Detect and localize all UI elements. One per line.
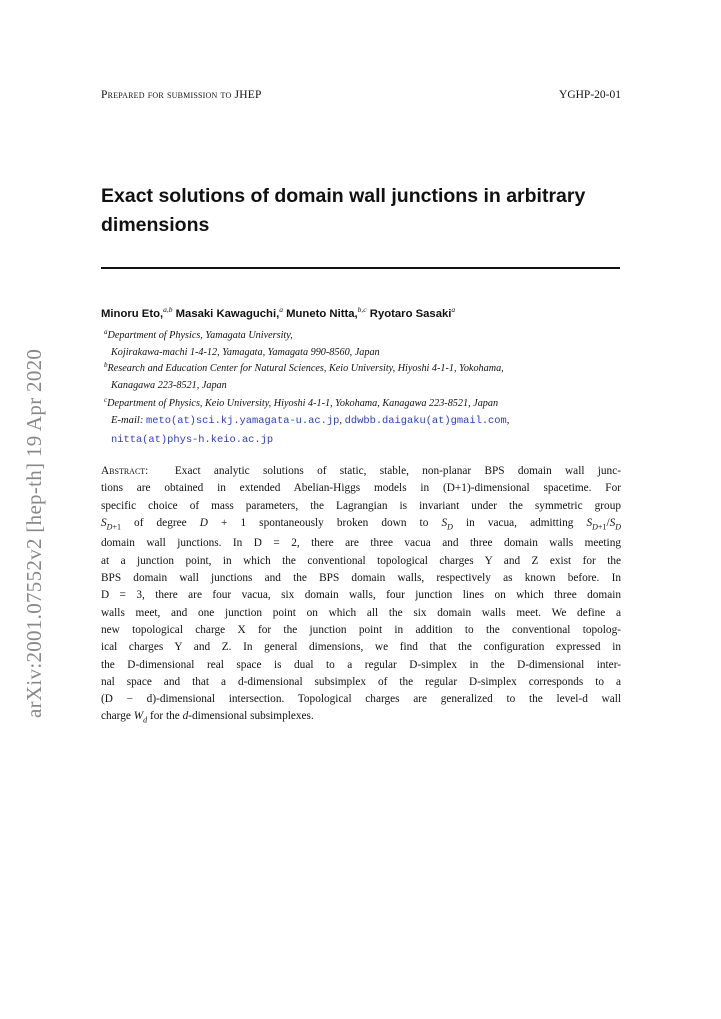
abstract-line: BPS domain wall junctions and the BPS domain walls, respectively as known before. In: [101, 572, 621, 585]
affiliation-a: [104, 324, 624, 361]
abstract-line: the D-dimensional real space is dual to a regular D-simplex in the D-dimensional inter-: [101, 658, 621, 671]
author-affiliation-mark: a: [451, 305, 456, 314]
affiliation-mark: a: [104, 328, 108, 336]
email-block: E-mail: meto(at)sci.kj.yamagata-u.ac.jp, ddwbb.daigaku(at)gmail.com, nitta(at)phys-h.keio.ac.jp: [111, 415, 510, 446]
affiliation-line: Kojirakawa-machi 1-4-12, Yamagata, Yamagata 990-8560, Japan: [111, 346, 380, 358]
author-list: [101, 302, 631, 322]
abstract-line: new topological charge X for the junction point in addition to the conventional topolog-: [101, 623, 621, 636]
arxiv-stamp-text: arXiv:2001.07552v2 [hep-th] 19 Apr 2020: [22, 348, 46, 718]
author-name: Muneto Nitta,: [286, 308, 358, 320]
abstract-line: walls meet, and one junction point on which all the six domain walls meet. We define a: [101, 606, 621, 619]
abstract-text: Exact analytic solutions of static, stable, non-planar BPS domain wall junc-: [174, 465, 621, 477]
email-link[interactable]: ddwbb.daigaku(at)gmail.com: [344, 415, 507, 427]
arxiv-stamp: [22, 318, 52, 718]
affiliation-line: Department of Physics, Yamagata University,: [107, 330, 293, 341]
author-affiliation-mark: b,c: [357, 305, 367, 314]
author-affiliation-mark: a: [279, 305, 283, 314]
abstract-line: (D − d)-dimensional intersection. Topological charges are generalized to the level-d wall: [101, 693, 621, 706]
abstract-line: nal space and that a d-dimensional subsimplex of the regular D-simplex corresponds to a: [101, 675, 621, 688]
affiliation-c: [104, 392, 624, 413]
abstract-line: specific choice of mass parameters, the Lagrangian is invariant under the symmetric group: [101, 499, 621, 512]
abstract-line: tions are obtained in extended Abelian-Higgs models in (D+1)-dimensional spacetime. For: [101, 482, 621, 495]
abstract: [101, 463, 621, 729]
affiliation-line: Department of Physics, Keio University, Hiyoshi 4-1-1, Yokohama, Kanagawa 223-8521, Japan: [107, 398, 499, 409]
author-name: Masaki Kawaguchi,: [175, 308, 280, 320]
affiliation-b: [104, 357, 624, 394]
abstract-line: [101, 463, 621, 480]
author-affiliation-mark: a,b: [163, 305, 173, 314]
abstract-line: charge $W_d$ for the d-dimensional subsimplexes.: [101, 710, 314, 725]
affiliation-mark: c: [104, 396, 108, 404]
affiliation-line: Kanagawa 223-8521, Japan: [111, 379, 227, 391]
abstract-label: Abstract:: [101, 465, 149, 477]
affiliation-mark: b: [104, 361, 108, 369]
paper-title: Exact solutions of domain wall junctions in arbitrary dimensions: [101, 185, 586, 236]
abstract-line: at a junction point, in which the conventional topological charges Y and Z exist for the: [101, 554, 621, 567]
email-label: E-mail:: [111, 415, 144, 426]
author-name: Minoru Eto,: [101, 308, 164, 320]
title-rule: [101, 267, 620, 269]
abstract-line: $S_{D+1}$ of degree D + 1 spontaneously broken down to $S_D$ in vacua, admitting $S_{D+1}/S_D$: [101, 516, 622, 532]
abstract-line: domain wall junctions. In D = 2, there are three vacua and three domain walls meeting: [101, 537, 621, 550]
report-number: YGHP-20-01: [559, 89, 621, 101]
email-link[interactable]: nitta(at)phys-h.keio.ac.jp: [111, 433, 274, 446]
abstract-line: ical charges Y and Z. In general dimensions, we find that the configuration expressed in: [101, 641, 621, 654]
author-name: Ryotaro Sasaki: [369, 308, 452, 320]
email-link[interactable]: meto(at)sci.kj.yamagata-u.ac.jp: [146, 415, 340, 427]
affiliation-line: Research and Education Center for Natural Sciences, Keio University, Hiyoshi 4-1-1, Yokohama,: [107, 363, 504, 374]
journal-header: Prepared for submission to JHEP: [101, 89, 262, 101]
abstract-line: D = 3, there are four vacua, six domain walls, four junction lines on which three domain: [101, 589, 621, 602]
